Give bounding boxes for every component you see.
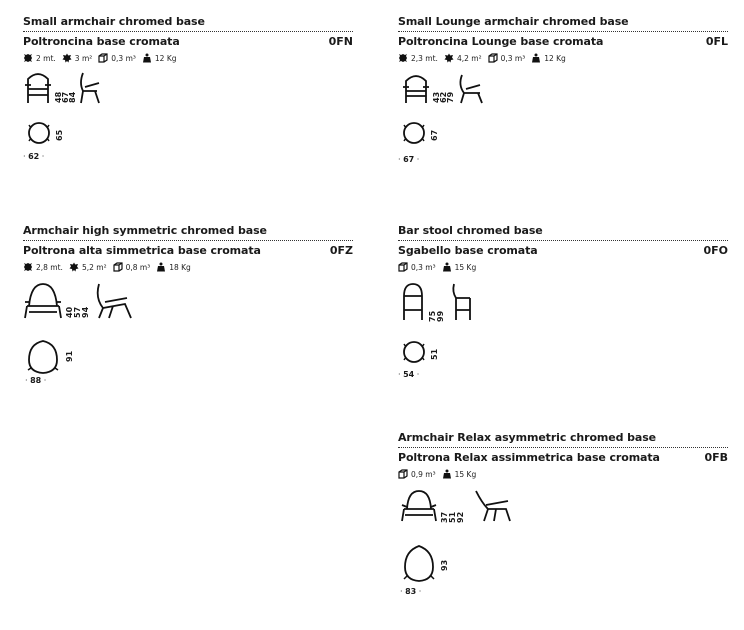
spec-weight: 18 Kg: [169, 262, 191, 272]
chair-top-drawing: [400, 543, 438, 585]
technical-drawings: [23, 69, 353, 179]
product-title-en: Bar stool chromed base: [398, 224, 543, 237]
chair-top-drawing: [25, 338, 61, 376]
spec-weight: 12 Kg: [154, 53, 177, 63]
volume-box-icon: [488, 53, 498, 63]
weight-icon: [531, 53, 541, 63]
spec-fabric: 2,8 mt.: [36, 262, 63, 272]
product-code: 0FZ: [329, 244, 353, 257]
dim-width: · 62 ·: [23, 152, 44, 161]
dim-width: · 67 ·: [398, 155, 419, 164]
product-title-it: Sgabello base cromata: [398, 244, 538, 257]
stool-top-drawing: [400, 338, 428, 366]
product-code: 0FB: [704, 451, 728, 464]
product-title-en: Armchair Relax asymmetric chromed base: [398, 431, 657, 444]
weight-icon: [442, 469, 452, 479]
chair-front-drawing: [23, 282, 63, 320]
product-title-en: Armchair high symmetric chromed base: [23, 224, 267, 237]
product-code: 0FN: [328, 35, 353, 48]
divider: [23, 31, 353, 32]
spec-leather: 4,2 m²: [456, 53, 482, 63]
dim-seat-height: 75: [428, 310, 437, 322]
dim-seat-height: 48: [54, 91, 63, 103]
spec-fabric: 2 mt.: [36, 53, 56, 63]
product-title-it: Poltroncina base cromata: [23, 35, 180, 48]
dim-width: · 83 ·: [400, 587, 421, 596]
chair-top-drawing: [25, 119, 53, 147]
chair-front-drawing: [402, 71, 430, 105]
dim-total-height: 94: [81, 306, 90, 318]
dim-arm-height: 67: [61, 91, 70, 103]
weight-icon: [442, 262, 452, 272]
fabric-icon: [398, 53, 408, 63]
product-0fn: [23, 15, 353, 179]
technical-drawings: [398, 278, 728, 398]
leather-icon: [69, 262, 79, 272]
weight-icon: [142, 53, 152, 63]
dim-arm-height: 62: [439, 91, 448, 103]
leather-icon: [62, 53, 72, 63]
product-title-it: Poltroncina Lounge base cromata: [398, 35, 604, 48]
spec-fabric: 2,3 mt.: [411, 53, 438, 63]
dim-width: · 88 ·: [25, 376, 46, 385]
product-title-en: Small armchair chromed base: [23, 15, 205, 28]
volume-box-icon: [398, 262, 408, 272]
product-title-it: Poltrona alta simmetrica base cromata: [23, 244, 261, 257]
dim-total-height: 84: [68, 91, 77, 103]
technical-drawings: [23, 278, 353, 408]
spec-leather: 3 m²: [74, 53, 93, 63]
spec-volume: 0,3 m³: [500, 53, 526, 63]
dim-arm-height: 51: [448, 511, 457, 523]
stool-front-drawing: [400, 282, 426, 322]
chair-front-drawing: [23, 69, 53, 105]
product-code: 0FL: [705, 35, 728, 48]
dim-depth: 51: [430, 348, 439, 360]
spec-volume: 0,8 m³: [125, 262, 151, 272]
product-title-en: Small Lounge armchair chromed base: [398, 15, 629, 28]
product-0fl: [398, 15, 728, 179]
chair-side-drawing: [77, 69, 105, 105]
spec-row: [23, 53, 353, 63]
dim-total-height: 92: [456, 511, 465, 523]
dim-depth: 91: [65, 350, 74, 362]
divider: [398, 240, 728, 241]
volume-box-icon: [398, 469, 408, 479]
technical-drawings: [398, 485, 728, 615]
dim-depth: 93: [440, 559, 449, 571]
product-0fo: [398, 224, 728, 398]
dim-total-height: 99: [436, 310, 445, 322]
spec-row: [398, 469, 728, 479]
spec-volume: 0,3 m³: [111, 53, 136, 63]
chair-side-drawing: [472, 489, 514, 525]
spec-volume: 0,9 m³: [411, 469, 436, 479]
product-title-it: Poltrona Relax assimmetrica base cromata: [398, 451, 660, 464]
chair-top-drawing: [400, 119, 428, 147]
chair-side-drawing: [456, 71, 486, 105]
dim-arm-height: 57: [73, 306, 82, 318]
dim-depth: 65: [55, 129, 64, 141]
spec-leather: 5,2 m²: [81, 262, 107, 272]
dim-total-height: 79: [446, 91, 455, 103]
technical-drawings: [398, 69, 728, 179]
dim-width: · 54 ·: [398, 370, 419, 379]
spec-weight: 15 Kg: [454, 262, 477, 272]
product-0fz: [23, 224, 353, 408]
spec-weight: 15 Kg: [454, 469, 477, 479]
dim-seat-height: 37: [440, 511, 449, 523]
chair-side-drawing: [93, 282, 135, 320]
stool-side-drawing: [450, 282, 476, 322]
product-code: 0FO: [703, 244, 728, 257]
chair-front-drawing: [400, 489, 438, 525]
volume-box-icon: [113, 262, 123, 272]
dim-seat-height: 40: [65, 306, 74, 318]
spec-weight: 12 Kg: [544, 53, 566, 63]
fabric-icon: [23, 53, 33, 63]
fabric-icon: [23, 262, 33, 272]
dim-seat-height: 43: [432, 91, 441, 103]
divider: [398, 447, 728, 448]
divider: [398, 31, 728, 32]
volume-box-icon: [98, 53, 108, 63]
dim-depth: 67: [430, 129, 439, 141]
spec-volume: 0,3 m³: [411, 262, 436, 272]
product-0fb: [398, 431, 728, 615]
spec-row: [23, 262, 353, 272]
divider: [23, 240, 353, 241]
leather-icon: [444, 53, 454, 63]
spec-row: [398, 53, 728, 63]
spec-row: [398, 262, 728, 272]
weight-icon: [156, 262, 166, 272]
